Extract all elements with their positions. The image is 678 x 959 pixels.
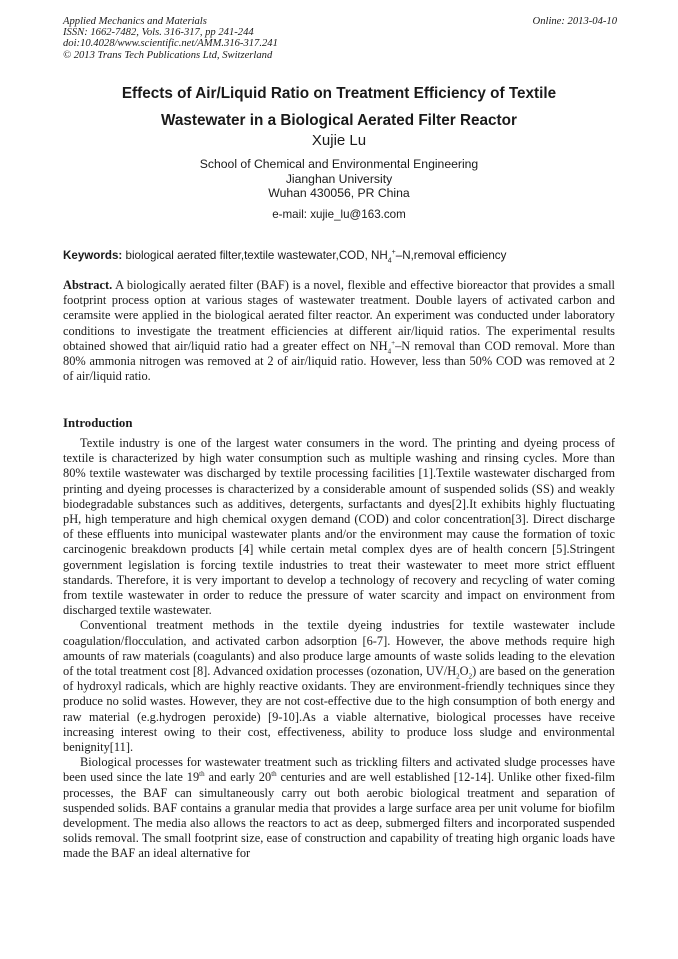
- p2-text-end: ) are based on the generation of hydroxyl radicals, which are highly reactive oxidants. They are environment-friendly techniques since they produce no solid wastes. However, they are not cost-effective due to the high consumption of both energy and raw material (e.g.hydrogen peroxide) [9-10].As a viable alternative, biological processes have receive increasing interest owing to their cost, effectiveness, ability to produce loss sludge and environmental benignity[11].: [63, 664, 615, 755]
- affiliation: [60, 157, 618, 201]
- author-email: e-mail: xujie_lu@163.com: [272, 208, 406, 221]
- p3-text-end: centuries and are well established [12-14]. Unlike other fixed-film processes, the BAF can simultaneously carry out both aerobic biological treatment and separation of suspended solids. BAF contains a granular media that provides a large surface area per unit volume for biofilm development. The media also allows the reactors to act as deep, submerged filters and incorporated suspended solids removal. The small footprint size, ease of construction and capability of treating high organic loads have made the BAF an ideal alternative for: [63, 770, 615, 861]
- p2-sub-1: 2: [456, 672, 460, 681]
- paragraph-3: [63, 755, 615, 861]
- copyright-line: © 2013 Trans Tech Publications Ltd, Switzerland: [63, 49, 273, 61]
- p2-mid: O: [459, 664, 469, 679]
- p2-text: Conventional treatment methods in the textile dyeing industries for textile wastewater include coagulation/flocculation, and activated carbon adsorption [6-7]. However, the above methods require high amounts of raw materials (coagulants) and also produce large amounts of waste solids leading to the elevation of the total treatment cost [8]. Advanced oxidation processes (ozonation, UV/H: [63, 618, 615, 679]
- paragraph-1: Textile industry is one of the largest water consumers in the word. The printing and dyeing process of textile is characterized by high water consumption such as multiple washing and rinsing cycles. More than 80% textile wastewater was discharged by textile processing facilities [1].Textile wastewater discharged from printing and dyeing processes is characterized by a considerable amount of suspended solids (SS) and weakly biodegradable substances such as additives, detergents, surfactants and dyes[2].It exhibits highly fluctuating pH, high temperature and high chemical oxygen demand (COD) and color concentration[3]. Direct discharge of these effluents into municipal wastewater plants and/or the environment may cause the formation of toxic carcinogenic breakdown products [4] while certain metal complex dyes are of health concern [5].Stringent government legislation is forcing textile industries to treat their wastewater to meet more strict effluent standards. Therefore, it is very important to develop a technology of recovery and recycling of water coming from textile wastewater in order to reduce the pressure of water scarcity and impact on environment from discharged textile wastewater.: [63, 436, 615, 618]
- affiliation-university: Jianghan University: [285, 171, 393, 186]
- abstract-label: Abstract.: [63, 278, 113, 292]
- keywords-sub: 4: [387, 257, 392, 265]
- keywords: [63, 249, 623, 265]
- paper-title: [60, 80, 618, 134]
- keywords-text-end: –N,removal efficiency: [395, 249, 507, 262]
- p3-sup-1: th: [199, 770, 205, 779]
- affiliation-school: School of Chemical and Environmental Engineering: [199, 157, 479, 171]
- abstract-text-end: –N removal than COD removal. More than 80% ammonia nitrogen was removed at 2 of air/liquid ratio. However, less than 50% COD was removed at 2 of air/liquid ratio.: [63, 338, 615, 384]
- abstract-text: A biologically aerated filter (BAF) is a novel, flexible and effective bioreactor that provides a small footprint process option at various stages of wastewater treatment. Double layers of activated carbon and ceramsite were applied in the biological aerated filter reactor. An experiment was conducted under laboratory conditions to investigate the treatment efficiencies at different air/liquid ratios. The experimental results obtained showed that air/liquid ratio had a greater effect on NH: [63, 278, 615, 353]
- abstract-sub: 4: [387, 347, 392, 356]
- journal-header: [63, 16, 278, 61]
- abstract: [63, 278, 615, 384]
- keywords-sup: +: [391, 249, 396, 257]
- section-heading-introduction: Introduction: [63, 416, 133, 430]
- paragraph-2: [63, 618, 615, 755]
- p3-mid: and early 20: [204, 770, 272, 785]
- introduction-body: [63, 436, 615, 862]
- issn-line: ISSN: 1662-7482, Vols. 316-317, pp 241-244: [63, 27, 254, 39]
- title-line-2: Wastewater in a Biological Aerated Filter Reactor: [161, 112, 517, 129]
- abstract-sup: +: [391, 338, 396, 347]
- journal-name: Applied Mechanics and Materials: [63, 16, 207, 27]
- title-line-1: Effects of Air/Liquid Ratio on Treatment Efficiency of Textile: [121, 85, 557, 102]
- affiliation-city: Wuhan 430056, PR China: [268, 186, 410, 201]
- author-name: Xujie Lu: [311, 132, 367, 149]
- p3-text: Biological processes for wastewater treatment such as trickling filters and activated sludge processes have been used since the late 19: [63, 755, 615, 785]
- p3-sup-2: th: [271, 770, 277, 779]
- doi-line: doi:10.4028/www.scientific.net/AMM.316-317.241: [63, 38, 278, 50]
- keywords-text: biological aerated filter,textile wastewater,COD, NH: [122, 249, 388, 262]
- keywords-label: Keywords:: [63, 249, 123, 262]
- p2-sub-2: 2: [468, 672, 473, 681]
- online-date: Online: 2013-04-10: [532, 16, 617, 27]
